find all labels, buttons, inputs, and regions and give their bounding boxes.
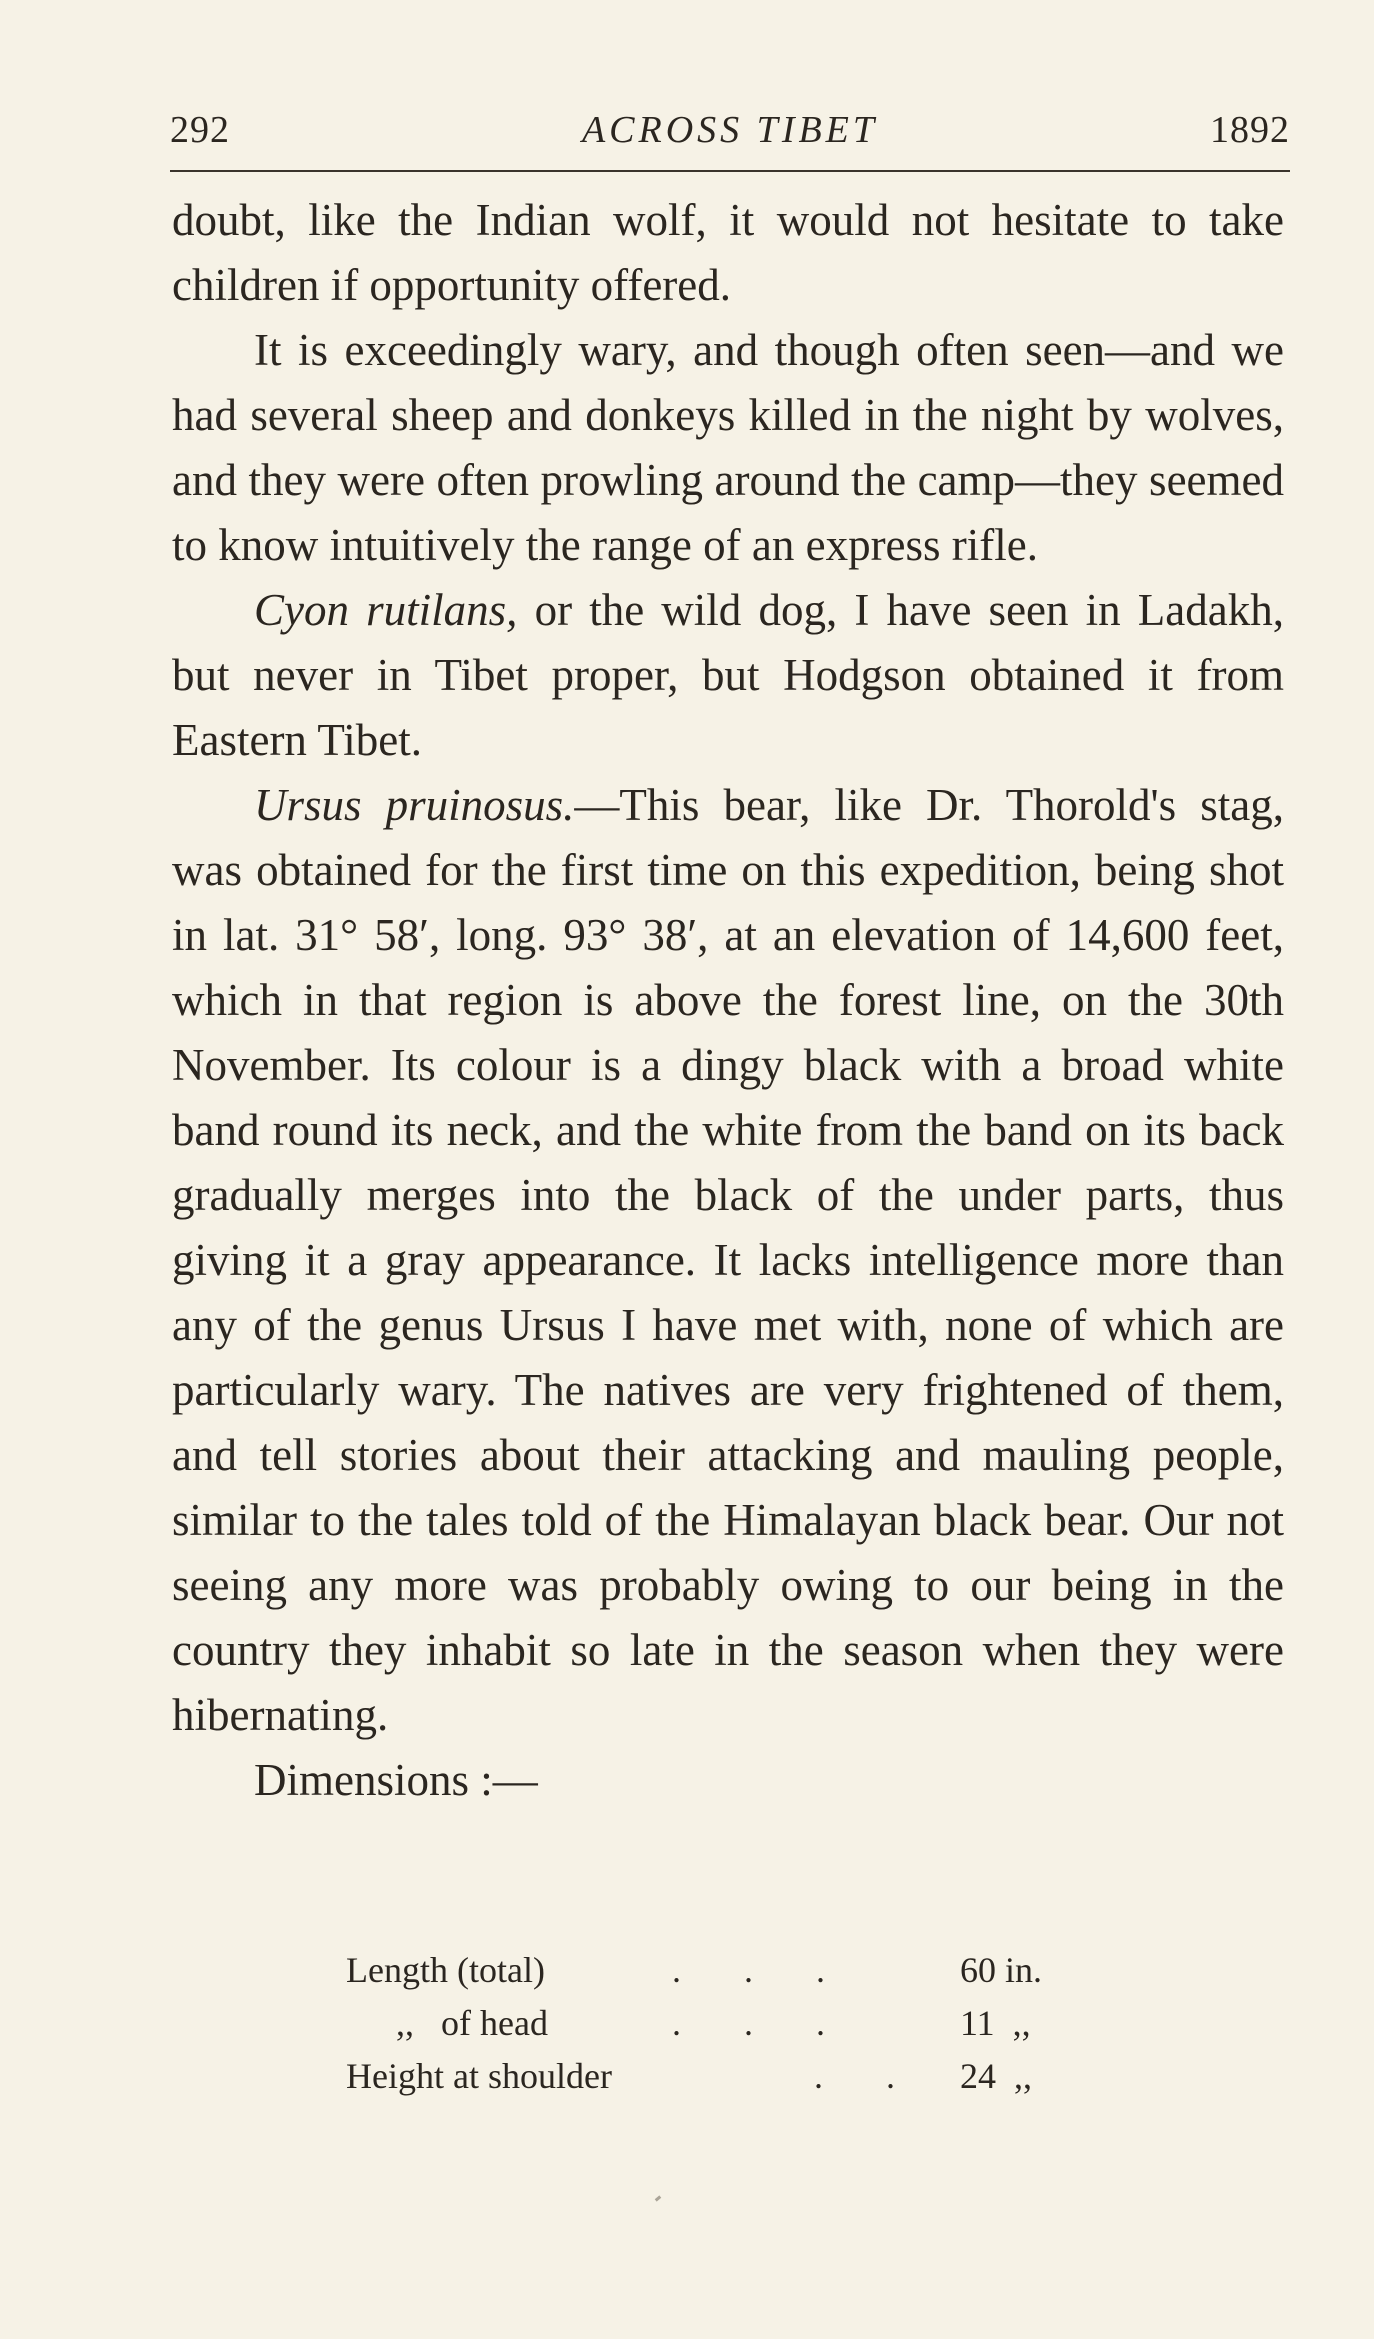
dimension-leader-dots: . . . bbox=[672, 2003, 825, 2043]
body-text bbox=[172, 188, 1284, 1813]
dimension-leader-dots: . . . bbox=[672, 1950, 825, 1990]
species-name-cyon: Cyon rutilans, bbox=[254, 585, 518, 635]
dimension-value: 24 ,, bbox=[960, 2056, 1032, 2096]
dimension-label: Length (total) bbox=[346, 1950, 545, 1990]
paper-speck bbox=[655, 2195, 662, 2201]
dimension-leader-dots: . . bbox=[814, 2056, 895, 2096]
running-head bbox=[170, 108, 1290, 158]
species-name-ursus: Ursus pruinosus. bbox=[254, 780, 575, 830]
dimension-value: 11 ,, bbox=[960, 2003, 1031, 2043]
paragraph-cyon bbox=[172, 578, 1284, 773]
dimension-label: Height at shoulder bbox=[346, 2056, 612, 2096]
page-number: 292 bbox=[170, 109, 230, 151]
paragraph-wolf: It is exceedingly wary, and though often seen—and we had several sheep and donkeys killed in the night by wolves, and they were often prowling around the camp—they seemed to know intuitively the range of an express rifle. bbox=[172, 325, 1284, 570]
running-title: ACROSS TIBET bbox=[581, 109, 879, 151]
paragraph-ursus bbox=[172, 773, 1284, 1748]
dimension-row bbox=[346, 1944, 1136, 1997]
dimensions-label: Dimensions :— bbox=[254, 1755, 538, 1805]
dimension-label: ,, of head bbox=[396, 2003, 548, 2043]
dimension-value: 60 in. bbox=[960, 1950, 1043, 1990]
paragraph-continuation: doubt, like the Indian wolf, it would not hesitate to take children if opportunity offered. bbox=[172, 195, 1284, 310]
dimension-row bbox=[346, 2050, 1136, 2103]
header-rule bbox=[170, 170, 1290, 172]
paragraph-ursus-text: —This bear, like Dr. Thorold's stag, was obtained for the first time on this expedition, being shot in lat. 31° 58′, long. 93° 38′, at an elevation of 14,600 feet, which in that region is above the forest line, on the 30th November. Its colour is a dingy black with a broad white band round its neck, and the white from the band on its back gradually merges into the black of the under parts, thus giving it a gray appearance. It lacks intelligence more than any of the genus Ursus I have met with, none of which are particularly wary. The natives are very frightened of them, and tell stories about their attacking and mauling people, similar to the tales told of the Himalayan black bear. Our not seeing any more was probably owing to our being in the country they inhabit so late in the season when they were hibernating. bbox=[172, 780, 1284, 1740]
dimensions-table bbox=[346, 1944, 1136, 2103]
dimension-row bbox=[346, 1997, 1136, 2050]
paragraph-cyon-text: or the wild dog, I have seen in Ladakh, but never in Tibet proper, but Hodgson obtained it from Eastern Tibet. bbox=[172, 585, 1284, 765]
running-year: 1892 bbox=[1210, 109, 1290, 151]
